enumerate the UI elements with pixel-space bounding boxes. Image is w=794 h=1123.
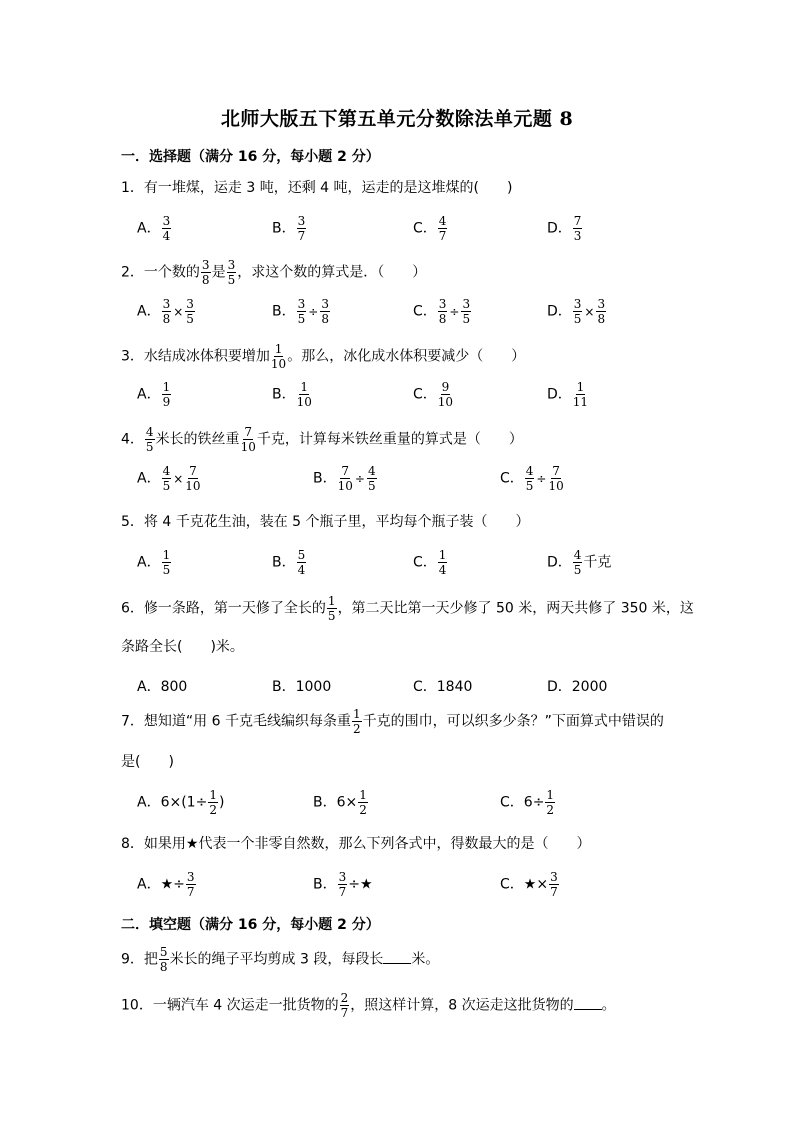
- text-span: 。那么，冰化成水体积要减少（ ）: [287, 348, 526, 365]
- fraction-numerator: 3: [297, 214, 306, 228]
- operator: ×: [584, 304, 595, 319]
- fraction: [545, 789, 555, 816]
- fraction-denominator: 7: [186, 885, 195, 899]
- q1-option-c: [413, 215, 448, 242]
- fraction-numerator: 1: [352, 707, 361, 721]
- text-span: 千克，计算每米铁丝重量的算式是（ ）: [256, 431, 523, 448]
- fraction-numerator: 7: [341, 464, 350, 478]
- fraction-denominator: 7: [340, 1006, 349, 1020]
- text-span: ★÷: [160, 876, 185, 893]
- text-span: A．: [137, 554, 161, 571]
- fraction-denominator: 2: [209, 803, 217, 817]
- q8-option-b: [313, 871, 373, 898]
- fraction-numerator: 1: [162, 548, 171, 562]
- text-span: A．: [137, 470, 161, 487]
- text-span: D．: [547, 220, 572, 237]
- fraction-numerator: 3: [597, 297, 606, 311]
- fraction-numerator: 3: [162, 214, 171, 228]
- fraction: [525, 465, 535, 492]
- fraction: [162, 465, 172, 492]
- question-4: [121, 426, 523, 453]
- fraction-denominator: 5: [525, 479, 534, 493]
- text-span: A．: [137, 794, 161, 811]
- text-span: C．: [413, 386, 437, 403]
- text-span: ÷★: [348, 876, 373, 893]
- q6-option-d: D．2000: [547, 679, 608, 695]
- question-7-line-2: 是( ): [121, 754, 174, 770]
- fraction-numerator: 1: [359, 788, 367, 802]
- text-span: ): [218, 794, 225, 811]
- text-span: ★×: [523, 876, 549, 893]
- fraction: [162, 549, 172, 576]
- q4-option-b: [313, 465, 378, 492]
- fraction-numerator: 1: [327, 594, 336, 608]
- fraction-numerator: 7: [573, 214, 582, 228]
- text-span: C．: [413, 220, 437, 237]
- text-span: 千克的围巾，可以织多少条？”下面算式中错误的: [362, 713, 664, 730]
- fraction-denominator: 8: [438, 312, 447, 326]
- q5-option-d: [547, 549, 611, 576]
- fraction: [297, 215, 307, 242]
- fraction-denominator: 5: [327, 609, 336, 623]
- fraction-denominator: 5: [145, 440, 154, 454]
- q3-option-d: [547, 381, 589, 408]
- q7-option-b: [313, 789, 369, 816]
- question-6: [121, 595, 694, 622]
- fraction-denominator: 2: [352, 722, 361, 736]
- fraction: [297, 298, 307, 325]
- fraction: [596, 298, 606, 325]
- star-icon: ★: [185, 836, 199, 852]
- fraction: [358, 789, 368, 816]
- fraction: [573, 549, 583, 576]
- section-heading-fill: 二．填空题（满分 16 分，每小题 2 分）: [121, 917, 380, 933]
- text-span: B．: [313, 794, 337, 811]
- question-2: [121, 259, 426, 286]
- text-span: 7．想知道“用 6 千克毛线编织每条重: [121, 713, 351, 730]
- text-span: 6．修一条路，第一天修了全长的: [121, 600, 326, 617]
- q2-option-b: [272, 298, 331, 325]
- fraction-numerator: 3: [550, 870, 558, 884]
- fraction-numerator: 9: [441, 380, 450, 394]
- fraction-denominator: 10: [437, 395, 454, 409]
- fraction-denominator: 8: [162, 312, 171, 326]
- text-span: C．: [500, 876, 524, 893]
- fraction: [327, 595, 337, 622]
- fraction: [438, 549, 448, 576]
- fraction-denominator: 10: [548, 479, 564, 493]
- fraction: [186, 871, 196, 898]
- fraction-denominator: 8: [159, 960, 168, 974]
- text-span: 4．: [121, 431, 144, 448]
- question-10: [121, 992, 616, 1019]
- fraction-denominator: 8: [597, 312, 606, 326]
- fraction: [271, 343, 286, 370]
- fraction-denominator: 7: [297, 229, 306, 243]
- text-span: B．: [272, 554, 296, 571]
- q6-option-c: C．1840: [413, 679, 473, 695]
- fraction-numerator: 1: [576, 380, 585, 394]
- text-span: ，求这个数的算式是．（ ）: [237, 264, 427, 281]
- text-span: 6×(1÷: [160, 794, 208, 811]
- question-6-line-2: 条路全长( )米。: [121, 639, 244, 655]
- operator: ÷: [308, 304, 319, 319]
- text-span: D．: [547, 554, 572, 571]
- fraction: [338, 871, 348, 898]
- text-span: B．: [313, 876, 337, 893]
- text-span: D．: [547, 386, 572, 403]
- fraction-numerator: 3: [438, 297, 447, 311]
- fraction-denominator: 5: [162, 479, 171, 493]
- fraction: [438, 215, 448, 242]
- text-span: 3．水结成冰体积要增加: [121, 348, 270, 365]
- text-span: B．: [272, 220, 296, 237]
- fraction: [548, 465, 563, 492]
- q5-option-a: [137, 549, 172, 576]
- q8-option-a: [137, 871, 197, 898]
- fraction-denominator: 2: [546, 803, 555, 817]
- fraction: [159, 946, 169, 973]
- text-span: C．: [413, 554, 437, 571]
- fraction-denominator: 7: [338, 885, 347, 899]
- fraction-denominator: 8: [201, 273, 210, 287]
- fraction-numerator: 1: [546, 788, 555, 802]
- text-span: B．: [313, 470, 337, 487]
- fraction-numerator: 5: [297, 548, 306, 562]
- fraction-numerator: 3: [573, 297, 582, 311]
- q7-option-a: [137, 789, 224, 816]
- fraction: [241, 426, 256, 453]
- fraction-numerator: 4: [573, 548, 582, 562]
- fraction: [573, 298, 583, 325]
- answer-blank[interactable]: [574, 997, 602, 1010]
- fraction-numerator: 4: [438, 214, 447, 228]
- answer-blank[interactable]: [383, 951, 411, 964]
- fraction: [367, 465, 377, 492]
- question-7: [121, 708, 664, 735]
- fraction-denominator: 10: [337, 479, 353, 493]
- fraction-numerator: 3: [201, 258, 210, 272]
- fraction: [438, 298, 448, 325]
- fraction-denominator: 5: [227, 273, 236, 287]
- text-span: C．: [500, 794, 524, 811]
- fraction-numerator: 3: [162, 297, 171, 311]
- fraction: [573, 215, 583, 242]
- fraction: [145, 426, 155, 453]
- q1-option-a: [137, 215, 172, 242]
- question-9: [121, 946, 439, 973]
- fraction-denominator: 7: [550, 885, 558, 899]
- fraction: [297, 549, 307, 576]
- fraction-numerator: 4: [367, 464, 376, 478]
- text-span: 千克: [583, 554, 612, 571]
- question-8: [121, 833, 590, 855]
- fraction-denominator: 5: [186, 312, 194, 326]
- text-span: 米长的铁丝重: [155, 431, 240, 448]
- operator: ×: [173, 471, 184, 486]
- fraction: [352, 708, 362, 735]
- fraction-denominator: 8: [321, 312, 329, 326]
- q2-option-d: [547, 298, 607, 325]
- fraction-numerator: 3: [462, 297, 471, 311]
- operator: ÷: [354, 471, 365, 486]
- text-span: B．: [272, 303, 296, 320]
- text-span: 6×: [336, 794, 358, 811]
- fraction-numerator: 1: [162, 380, 171, 394]
- fraction: [185, 465, 200, 492]
- fraction-numerator: 1: [209, 788, 217, 802]
- fraction-denominator: 7: [438, 229, 447, 243]
- question-text: 1．有一堆煤，运走 3 吨，还剩 4 吨，运走的是这堆煤的(: [121, 180, 479, 196]
- question-5: 5．将 4 千克花生油，装在 5 个瓶子里，平均每个瓶子装（ ）: [121, 514, 530, 530]
- fraction-numerator: 3: [186, 870, 195, 884]
- text-span: ，照这样计算，8 次运走这批货物的: [350, 997, 574, 1014]
- fraction: [297, 381, 312, 408]
- fraction-numerator: 3: [227, 258, 236, 272]
- operator: ÷: [449, 304, 460, 319]
- fraction-numerator: 7: [189, 464, 197, 478]
- fraction: [461, 298, 471, 325]
- text-span: 6÷: [523, 794, 545, 811]
- text-span: 代表一个非零自然数，那么下列各式中，得数最大的是（ ）: [198, 836, 591, 852]
- fraction-denominator: 10: [240, 440, 256, 454]
- text-span: 8．如果用: [121, 836, 186, 852]
- fraction: [549, 871, 559, 898]
- question-3: [121, 343, 525, 370]
- q3-option-c: [413, 381, 454, 408]
- fraction-numerator: 7: [552, 464, 560, 478]
- fraction-numerator: 2: [340, 991, 349, 1005]
- q7-option-c: [500, 789, 556, 816]
- fraction-numerator: 3: [297, 297, 306, 311]
- text-span: A．: [137, 220, 161, 237]
- text-span: 米。: [411, 951, 440, 968]
- fraction-denominator: 5: [297, 312, 306, 326]
- fraction-denominator: 10: [296, 395, 312, 409]
- fraction-denominator: 5: [573, 312, 582, 326]
- q2-option-c: [413, 298, 472, 325]
- q8-option-c: [500, 871, 560, 898]
- fraction-denominator: 5: [162, 563, 171, 577]
- fraction-numerator: 3: [321, 297, 329, 311]
- q3-option-b: [272, 381, 313, 408]
- fraction-denominator: 9: [162, 395, 171, 409]
- fraction-denominator: 4: [297, 563, 306, 577]
- section-heading-choice: 一．选择题（满分 16 分，每小题 2 分）: [121, 149, 380, 165]
- text-span: 是: [211, 264, 226, 281]
- text-span: 10．一辆汽车 4 次运走一批货物的: [121, 997, 339, 1014]
- fraction-denominator: 3: [573, 229, 582, 243]
- fraction-numerator: 4: [162, 464, 171, 478]
- q4-option-a: [137, 465, 202, 492]
- text-span: A．: [137, 386, 161, 403]
- fraction-denominator: 10: [185, 479, 201, 493]
- fraction-denominator: 4: [162, 229, 171, 243]
- fraction: [227, 259, 237, 286]
- q6-option-a: A．800: [137, 679, 188, 695]
- fraction-numerator: 1: [300, 380, 309, 394]
- fraction-numerator: 3: [338, 870, 347, 884]
- fraction-numerator: 7: [244, 425, 253, 439]
- operator: ÷: [536, 471, 547, 486]
- fraction-denominator: 11: [572, 395, 589, 409]
- fraction: [320, 298, 330, 325]
- fraction-numerator: 4: [145, 425, 154, 439]
- text-span: 米长的绳子平均剪成 3 段，每段长: [169, 951, 384, 968]
- fraction-denominator: 4: [438, 563, 447, 577]
- fraction: [162, 381, 172, 408]
- fraction-numerator: 4: [525, 464, 534, 478]
- text-span: ，第二天比第一天少修了 50 米，两天共修了 350 米，这: [337, 600, 694, 617]
- q3-option-a: [137, 381, 172, 408]
- fraction-denominator: 5: [367, 479, 376, 493]
- page-title: 北师大版五下第五单元分数除法单元题 8: [220, 108, 574, 130]
- fraction-denominator: 5: [462, 312, 471, 326]
- operator: ×: [173, 304, 184, 319]
- fraction: [208, 789, 218, 816]
- text-span: 。: [601, 997, 616, 1014]
- text-span: A．: [137, 303, 161, 320]
- fraction-numerator: 1: [438, 548, 447, 562]
- q2-option-a: [137, 298, 196, 325]
- fraction-numerator: 3: [186, 297, 194, 311]
- fraction: [162, 298, 172, 325]
- fraction-numerator: 5: [159, 945, 168, 959]
- fraction: [573, 381, 588, 408]
- fraction: [438, 381, 453, 408]
- q4-option-c: [500, 465, 565, 492]
- fraction: [338, 465, 353, 492]
- question-text: ): [506, 180, 513, 196]
- fraction-numerator: 1: [274, 342, 283, 356]
- fraction: [340, 992, 350, 1019]
- text-span: B．: [272, 386, 296, 403]
- q5-option-c: [413, 549, 448, 576]
- fraction: [185, 298, 195, 325]
- q5-option-b: [272, 549, 307, 576]
- q1-option-b: [272, 215, 307, 242]
- text-span: A．: [137, 876, 161, 893]
- text-span: C．: [413, 303, 437, 320]
- fraction-denominator: 5: [573, 563, 582, 577]
- text-span: C．: [500, 470, 524, 487]
- question-1: [121, 177, 512, 199]
- fraction-denominator: 2: [359, 803, 367, 817]
- q6-option-b: B．1000: [272, 679, 332, 695]
- text-span: 2．一个数的: [121, 264, 200, 281]
- text-span: D．: [547, 303, 572, 320]
- text-span: 9．把: [121, 951, 158, 968]
- fraction-denominator: 10: [270, 357, 287, 371]
- fraction: [162, 215, 172, 242]
- q1-option-d: [547, 215, 583, 242]
- fraction: [201, 259, 211, 286]
